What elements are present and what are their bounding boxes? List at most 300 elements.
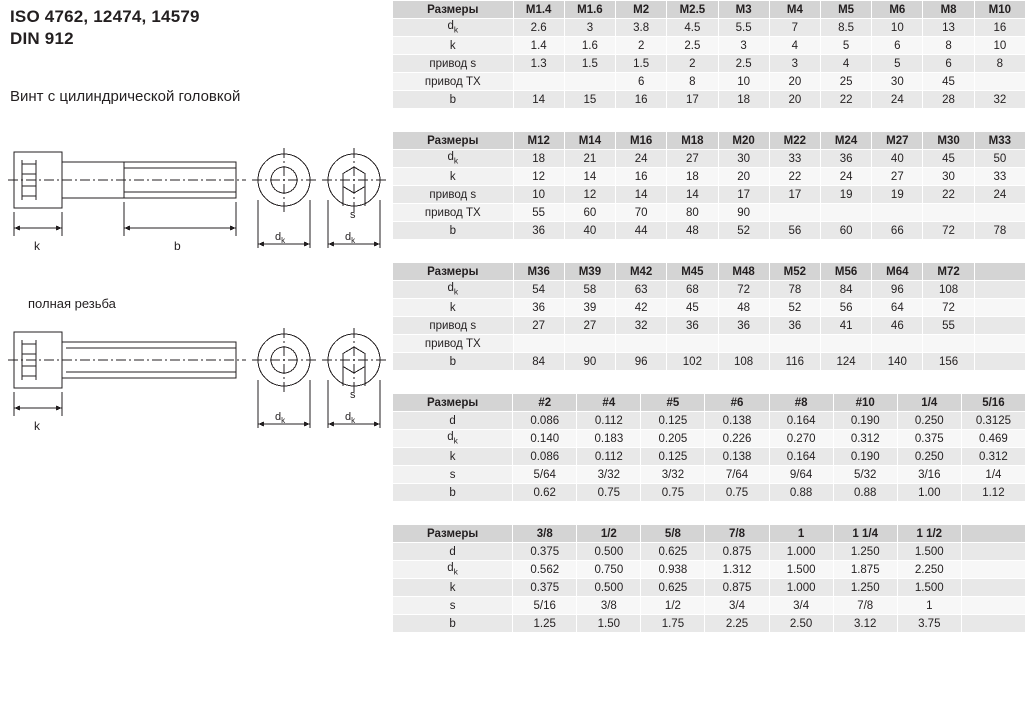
table-cell <box>769 204 820 222</box>
table-cell: 0.75 <box>641 484 705 502</box>
table-cell: 1/4 <box>961 466 1025 484</box>
table-cell: 1.25 <box>513 615 577 633</box>
table-row <box>393 615 1026 633</box>
column-header-size: M52 <box>769 263 820 281</box>
table-cell: 19 <box>820 186 871 204</box>
table-cell: 1.6 <box>564 37 615 55</box>
table-cell: 25 <box>820 73 871 91</box>
table-cell: 4 <box>820 55 871 73</box>
table-cell: 124 <box>820 353 871 371</box>
table-cell: 0.375 <box>513 543 577 561</box>
row-label: привод s <box>393 55 514 73</box>
table-cell: 0.138 <box>705 448 769 466</box>
table-cell: 4.5 <box>667 19 718 37</box>
table-cell: 0.226 <box>705 430 769 448</box>
table-cell: 0.875 <box>705 579 769 597</box>
column-header-size: M2 <box>616 1 667 19</box>
table-cell: 0.469 <box>961 430 1025 448</box>
row-label: d <box>393 412 513 430</box>
table-cell: 14 <box>564 168 615 186</box>
row-label: s <box>393 597 513 615</box>
column-header-label: Размеры <box>393 525 513 543</box>
table-cell: 20 <box>769 73 820 91</box>
table-cell: 3/32 <box>577 466 641 484</box>
table-cell <box>961 597 1025 615</box>
table-cell: 39 <box>564 299 615 317</box>
table-cell: 14 <box>513 91 564 109</box>
fig1-label-k: k <box>34 239 40 253</box>
column-header-size: M8 <box>923 1 974 19</box>
table-cell: 6 <box>872 37 923 55</box>
table-cell: 70 <box>616 204 667 222</box>
table-cell: 17 <box>718 186 769 204</box>
table-cell: 5 <box>820 37 871 55</box>
table-cell <box>872 335 923 353</box>
fig1-label-dk: $d_k$ <box>275 231 286 245</box>
table-cell <box>974 353 1025 371</box>
table-cell <box>513 73 564 91</box>
table-row <box>393 543 1026 561</box>
table-cell: 1.50 <box>577 615 641 633</box>
table-cell: 0.312 <box>833 430 897 448</box>
table-cell: 2.6 <box>513 19 564 37</box>
column-header-size: M33 <box>974 132 1025 150</box>
column-header-size: M6 <box>872 1 923 19</box>
table-cell: 1.875 <box>833 561 897 579</box>
table-cell: 72 <box>718 281 769 299</box>
table-cell: 1.000 <box>769 543 833 561</box>
table-cell: 27 <box>872 168 923 186</box>
table-row <box>393 597 1026 615</box>
row-label: $d_k$ <box>393 561 513 579</box>
table-cell: 0.500 <box>577 543 641 561</box>
row-label: b <box>393 615 513 633</box>
column-header-size: M24 <box>820 132 871 150</box>
table-cell: 0.75 <box>577 484 641 502</box>
table-cell: 0.250 <box>897 412 961 430</box>
column-header-label: Размеры <box>393 394 513 412</box>
table-cell: 36 <box>513 222 564 240</box>
screw-drawing-partial-thread <box>6 140 386 270</box>
table-cell: 56 <box>769 222 820 240</box>
table-cell: 6 <box>923 55 974 73</box>
table-cell: 8 <box>667 73 718 91</box>
table-cell <box>820 335 871 353</box>
fig2-label-dk2: $d_k$ <box>345 411 356 425</box>
column-header-label: Размеры <box>393 263 514 281</box>
table-cell: 108 <box>718 353 769 371</box>
table-cell: 0.562 <box>513 561 577 579</box>
table-cell: 32 <box>616 317 667 335</box>
table-cell <box>961 579 1025 597</box>
table-header-row <box>393 132 1026 150</box>
table-cell: 58 <box>564 281 615 299</box>
table-cell: 9/64 <box>769 466 833 484</box>
column-header-size: M4 <box>769 1 820 19</box>
row-label: $d_k$ <box>393 150 514 168</box>
page-subtitle: Винт с цилиндрической головкой <box>10 88 241 105</box>
table-cell: 1.75 <box>641 615 705 633</box>
table-cell: 0.138 <box>705 412 769 430</box>
table-cell: 27 <box>513 317 564 335</box>
table-cell: 0.88 <box>833 484 897 502</box>
table-cell: 0.500 <box>577 579 641 597</box>
table-cell: 1.500 <box>897 579 961 597</box>
row-label: k <box>393 168 514 186</box>
table-cell <box>513 335 564 353</box>
table-cell <box>974 317 1025 335</box>
table-cell: 1.500 <box>897 543 961 561</box>
table-cell: 55 <box>513 204 564 222</box>
table-cell <box>564 73 615 91</box>
table-cell: 24 <box>820 168 871 186</box>
row-label: k <box>393 37 514 55</box>
column-header-size: 1/2 <box>577 525 641 543</box>
column-header-size <box>974 263 1025 281</box>
table-row <box>393 37 1026 55</box>
table-cell: 84 <box>820 281 871 299</box>
table-cell <box>974 73 1025 91</box>
table-cell: 1.500 <box>769 561 833 579</box>
column-header-size: M42 <box>616 263 667 281</box>
table-row <box>393 430 1026 448</box>
table-cell: 0.086 <box>513 412 577 430</box>
table-cell: 45 <box>923 73 974 91</box>
table-cell: 33 <box>769 150 820 168</box>
table-cell: 0.140 <box>513 430 577 448</box>
table-cell <box>769 335 820 353</box>
table-cell <box>961 561 1025 579</box>
table-cell: 7 <box>769 19 820 37</box>
column-header-size: 1 1/4 <box>833 525 897 543</box>
column-header-size: 1 <box>769 525 833 543</box>
column-header-size: M1.6 <box>564 1 615 19</box>
table-cell: 0.112 <box>577 448 641 466</box>
table-cell: 102 <box>667 353 718 371</box>
table-cell: 0.938 <box>641 561 705 579</box>
table-cell: 41 <box>820 317 871 335</box>
table-cell: 156 <box>923 353 974 371</box>
table-row <box>393 73 1026 91</box>
row-label: $d_k$ <box>393 19 514 37</box>
column-header-size: M20 <box>718 132 769 150</box>
table-cell <box>961 615 1025 633</box>
table-row <box>393 222 1026 240</box>
table-cell: 0.75 <box>705 484 769 502</box>
table-cell: 17 <box>667 91 718 109</box>
table-cell: 0.625 <box>641 579 705 597</box>
table-cell: 64 <box>872 299 923 317</box>
table-cell: 3/32 <box>641 466 705 484</box>
table-row <box>393 91 1026 109</box>
table-cell: 17 <box>769 186 820 204</box>
table-cell: 84 <box>513 353 564 371</box>
table-cell: 78 <box>769 281 820 299</box>
row-label: b <box>393 484 513 502</box>
table-cell: 2 <box>667 55 718 73</box>
table-row <box>393 19 1026 37</box>
table-cell: 50 <box>974 150 1025 168</box>
table-cell: 0.270 <box>769 430 833 448</box>
table-cell: 1.5 <box>616 55 667 73</box>
row-label: b <box>393 222 514 240</box>
table-cell: 18 <box>718 91 769 109</box>
table-cell: 36 <box>718 317 769 335</box>
table-cell: 0.190 <box>833 448 897 466</box>
table-cell: 1.000 <box>769 579 833 597</box>
dimension-table-5 <box>392 524 1026 633</box>
left-column <box>0 0 392 703</box>
title-line-2: DIN 912 <box>10 29 74 48</box>
table-cell: 78 <box>974 222 1025 240</box>
table-cell: 2.5 <box>667 37 718 55</box>
table-cell: 36 <box>667 317 718 335</box>
table-cell: 7/8 <box>833 597 897 615</box>
table-cell: 5.5 <box>718 19 769 37</box>
table-cell: 3.12 <box>833 615 897 633</box>
column-header-size: #5 <box>641 394 705 412</box>
table-cell: 54 <box>513 281 564 299</box>
table-cell: 16 <box>616 91 667 109</box>
column-header-size: M5 <box>820 1 871 19</box>
row-label: b <box>393 353 514 371</box>
column-header-size: #2 <box>513 394 577 412</box>
table-cell: 52 <box>718 222 769 240</box>
table-cell: 0.125 <box>641 448 705 466</box>
table-header-row <box>393 394 1026 412</box>
table-cell: 15 <box>564 91 615 109</box>
table-row <box>393 412 1026 430</box>
row-label: d <box>393 543 513 561</box>
table-cell: 30 <box>718 150 769 168</box>
screw-drawing-full-thread <box>6 320 386 450</box>
table-cell: 10 <box>718 73 769 91</box>
table-cell: 3 <box>564 19 615 37</box>
column-header-size: M16 <box>616 132 667 150</box>
table-cell: 18 <box>667 168 718 186</box>
row-label: k <box>393 448 513 466</box>
table-cell: 3/16 <box>897 466 961 484</box>
table-cell: 0.375 <box>897 430 961 448</box>
table-cell: 14 <box>616 186 667 204</box>
table-cell: 48 <box>667 222 718 240</box>
table-cell: 3/8 <box>577 597 641 615</box>
row-label: s <box>393 466 513 484</box>
table-row <box>393 168 1026 186</box>
table-cell: 90 <box>718 204 769 222</box>
full-thread-label: полная резьба <box>28 296 116 311</box>
table-cell: 0.190 <box>833 412 897 430</box>
fig1-label-dk2: $d_k$ <box>345 231 356 245</box>
table-cell: 6 <box>616 73 667 91</box>
column-header-size: 3/8 <box>513 525 577 543</box>
table-cell: 1.00 <box>897 484 961 502</box>
column-header-size: 1 1/2 <box>897 525 961 543</box>
table-cell: 44 <box>616 222 667 240</box>
table-cell: 52 <box>769 299 820 317</box>
dimension-table-1 <box>392 0 1026 109</box>
table-cell: 1.250 <box>833 579 897 597</box>
column-header-size: M22 <box>769 132 820 150</box>
column-header-size: M36 <box>513 263 564 281</box>
table-cell: 2.25 <box>705 615 769 633</box>
column-header-size: M45 <box>667 263 718 281</box>
table-cell: 21 <box>564 150 615 168</box>
fig2-label-dk: $d_k$ <box>275 411 286 425</box>
table-cell: 72 <box>923 299 974 317</box>
table-cell: 2.50 <box>769 615 833 633</box>
table-cell: 55 <box>923 317 974 335</box>
table-cell: 7/64 <box>705 466 769 484</box>
table-cell: 42 <box>616 299 667 317</box>
table-cell: 3.75 <box>897 615 961 633</box>
table-cell: 40 <box>872 150 923 168</box>
column-header-size: 5/16 <box>961 394 1025 412</box>
table-cell: 63 <box>616 281 667 299</box>
table-row <box>393 484 1026 502</box>
table-header-row <box>393 1 1026 19</box>
table-cell: 8 <box>923 37 974 55</box>
table-cell: 80 <box>667 204 718 222</box>
table-cell: 1/2 <box>641 597 705 615</box>
row-label: k <box>393 579 513 597</box>
table-cell: 1.312 <box>705 561 769 579</box>
table-cell: 108 <box>923 281 974 299</box>
column-header-size: #8 <box>769 394 833 412</box>
table-cell: 1.4 <box>513 37 564 55</box>
column-header-size: M27 <box>872 132 923 150</box>
table-row <box>393 281 1026 299</box>
column-header-size: M64 <box>872 263 923 281</box>
table-cell: 68 <box>667 281 718 299</box>
row-label: b <box>393 91 514 109</box>
table-cell: 72 <box>923 222 974 240</box>
table-row <box>393 317 1026 335</box>
dimension-tables <box>392 0 1034 655</box>
table-cell: 22 <box>820 91 871 109</box>
table-cell: 5/16 <box>513 597 577 615</box>
table-cell: 3/4 <box>769 597 833 615</box>
fig2-label-k: k <box>34 419 40 433</box>
table-row <box>393 579 1026 597</box>
table-cell: 18 <box>513 150 564 168</box>
table-cell: 28 <box>923 91 974 109</box>
table-row <box>393 55 1026 73</box>
table-cell: 12 <box>513 168 564 186</box>
table-cell: 90 <box>564 353 615 371</box>
table-cell: 13 <box>923 19 974 37</box>
column-header-size: M14 <box>564 132 615 150</box>
column-header-size: #10 <box>833 394 897 412</box>
table-cell <box>974 299 1025 317</box>
column-header-size: M72 <box>923 263 974 281</box>
table-cell: 0.086 <box>513 448 577 466</box>
table-cell <box>974 204 1025 222</box>
table-cell <box>667 335 718 353</box>
fig2-label-s: s <box>350 389 356 401</box>
table-cell: 24 <box>872 91 923 109</box>
column-header-size: #6 <box>705 394 769 412</box>
table-row <box>393 299 1026 317</box>
table-cell: 46 <box>872 317 923 335</box>
row-label: привод s <box>393 317 514 335</box>
table-cell: 1.3 <box>513 55 564 73</box>
table-cell: 27 <box>667 150 718 168</box>
table-cell: 30 <box>923 168 974 186</box>
table-row <box>393 335 1026 353</box>
table-cell: 0.205 <box>641 430 705 448</box>
table-cell: 1 <box>897 597 961 615</box>
table-cell: 16 <box>974 19 1025 37</box>
table-cell: 19 <box>872 186 923 204</box>
row-label: привод TX <box>393 204 514 222</box>
table-cell: 14 <box>667 186 718 204</box>
table-row <box>393 448 1026 466</box>
table-cell: 0.183 <box>577 430 641 448</box>
table-cell <box>961 543 1025 561</box>
table-row <box>393 466 1026 484</box>
table-cell: 36 <box>820 150 871 168</box>
table-cell: 45 <box>667 299 718 317</box>
row-label: привод s <box>393 186 514 204</box>
column-header-size: M39 <box>564 263 615 281</box>
dimension-table-4 <box>392 393 1026 502</box>
column-header-label: Размеры <box>393 132 514 150</box>
table-cell: 30 <box>872 73 923 91</box>
fig1-label-s: s <box>350 209 356 221</box>
table-cell: 0.375 <box>513 579 577 597</box>
table-cell: 8.5 <box>820 19 871 37</box>
table-cell: 3 <box>769 55 820 73</box>
column-header-size <box>961 525 1025 543</box>
row-label: привод TX <box>393 73 514 91</box>
table-cell: 3.8 <box>616 19 667 37</box>
column-header-size: M2.5 <box>667 1 718 19</box>
table-cell: 60 <box>820 222 871 240</box>
table-cell <box>564 335 615 353</box>
row-label: привод TX <box>393 335 514 353</box>
table-cell <box>718 335 769 353</box>
column-header-size: 7/8 <box>705 525 769 543</box>
table-cell: 2 <box>616 37 667 55</box>
table-cell: 24 <box>974 186 1025 204</box>
table-cell: 48 <box>718 299 769 317</box>
table-cell: 0.164 <box>769 412 833 430</box>
column-header-size: M56 <box>820 263 871 281</box>
table-cell: 33 <box>974 168 1025 186</box>
table-row <box>393 561 1026 579</box>
table-cell: 5/32 <box>833 466 897 484</box>
table-cell: 32 <box>974 91 1025 109</box>
table-cell: 0.3125 <box>961 412 1025 430</box>
dimension-table-3 <box>392 262 1026 371</box>
table-cell <box>820 204 871 222</box>
column-header-size: #4 <box>577 394 641 412</box>
table-cell: 2.5 <box>718 55 769 73</box>
table-cell: 1.12 <box>961 484 1025 502</box>
table-cell: 0.875 <box>705 543 769 561</box>
table-cell: 10 <box>974 37 1025 55</box>
table-cell <box>974 335 1025 353</box>
table-cell: 116 <box>769 353 820 371</box>
table-cell <box>974 281 1025 299</box>
column-header-size: M12 <box>513 132 564 150</box>
table-cell: 60 <box>564 204 615 222</box>
column-header-size: M1.4 <box>513 1 564 19</box>
table-cell: 0.62 <box>513 484 577 502</box>
table-cell: 1.5 <box>564 55 615 73</box>
table-header-row <box>393 525 1026 543</box>
